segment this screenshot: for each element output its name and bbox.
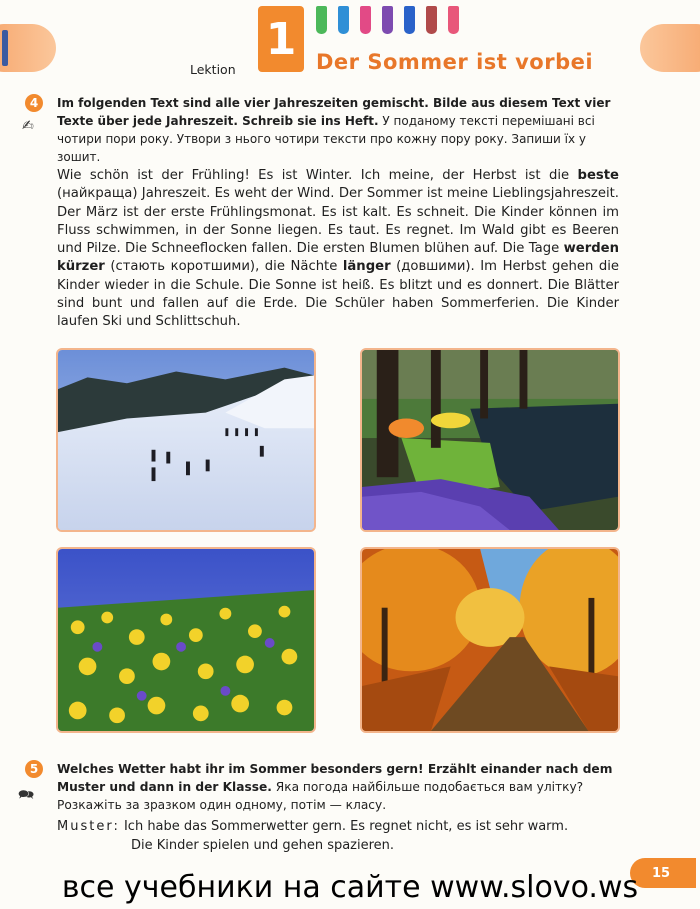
right-page-tab [640, 24, 700, 72]
task-4-instruction-de: Im folgenden Text sind alle vier Jahreszeiten gemischt. Bilde aus diesem Text vier Texte über jede Jahreszeit. Schreib sie ins Heft. [57, 96, 611, 128]
muster-example [57, 817, 627, 855]
lesson-number: 1 [265, 13, 297, 65]
pencil-shape [338, 6, 349, 34]
pencil-shape [316, 6, 327, 34]
speech-bubbles-icon: 🗪 [18, 788, 35, 803]
task-4-instruction-uk: У поданому тексті перемішані всі чотири пори року. Утвори з нього чотири тексти про кожну пору року. Запиши їх у зошит. [57, 114, 595, 164]
left-page-tab [0, 24, 56, 72]
pencil-shape [426, 6, 437, 34]
colored-pencils-decoration [316, 6, 459, 34]
footer-watermark-text: все учебники на сайте www.slovo.ws [61, 870, 639, 905]
pencil-shape [448, 6, 459, 34]
text-bold-segment: länger [342, 259, 391, 275]
task-5-instruction [57, 760, 617, 814]
autumn-forest-road-photo [360, 547, 620, 733]
text-bold-segment: beste [577, 168, 619, 183]
task-4-instruction [57, 94, 617, 166]
lesson-title: Der Sommer ist vorbei [316, 50, 594, 74]
task-4-mixed-text [57, 167, 619, 332]
text-segment: (довшими). Im Herbst gehen die Kinder wieder in die Schule. Die Sonne ist heiß. Es blitzt und es donnert. Die Blätter sind bunt und fallen auf die Erde. Die Schüler haben Sommerferien. Die Kinder laufen Ski und Schlittschuh. [57, 259, 619, 330]
pencil-shape [360, 6, 371, 34]
task-5-instruction-de: Welches Wetter habt ihr im Sommer besonders gern! Erzählt einander nach dem Muster und dann in der Klasse. [57, 762, 613, 794]
muster-label: Muster: [57, 819, 120, 834]
muster-line-2: Die Kinder spielen und gehen spazieren. [131, 838, 395, 853]
pencil-writing-icon: ✍ [22, 118, 34, 134]
text-segment: (стають коротшими), die Nächte [104, 259, 343, 275]
task-5-number: 5 [25, 760, 43, 778]
lektion-label: Lektion [190, 62, 236, 77]
winter-ski-slope-photo [56, 348, 316, 532]
text-segment: (найкраща) Jahreszeit. Es weht der Wind. Der Sommer ist meine Lieblingsjahreszeit. Der März ist der erste Frühlingsmonat. Es ist kalt. Es schneit. Die Kinder können im Fluss schwimmen, in der Sonne liegen. Es taut. Es regnet. Im Wald gibt es Beeren und Pilze. Die Schneeflocken fallen. Die ersten Blumen blühen auf. Die Tage [57, 186, 619, 257]
pencil-shape [404, 6, 415, 34]
text-bold-segment: werden kürzer [57, 241, 619, 275]
pencil-shape [382, 6, 393, 34]
task-5-instruction-uk: Яка погода найбільше подобається вам улітку? Розкажіть за зразком один одному, потім — класу. [57, 780, 584, 812]
text-segment: Wie schön ist der Frühling! Es ist Winter. Ich meine, der Herbst ist die [57, 168, 578, 183]
summer-flower-field-photo [56, 547, 316, 733]
muster-line-1: Ich habe das Sommerwetter gern. Es regnet nicht, es ist sehr warm. [123, 819, 569, 834]
lesson-number-box [258, 6, 304, 72]
page-number: 15 [630, 858, 696, 888]
task-4-number: 4 [25, 94, 43, 112]
spring-park-river-photo [360, 348, 620, 532]
